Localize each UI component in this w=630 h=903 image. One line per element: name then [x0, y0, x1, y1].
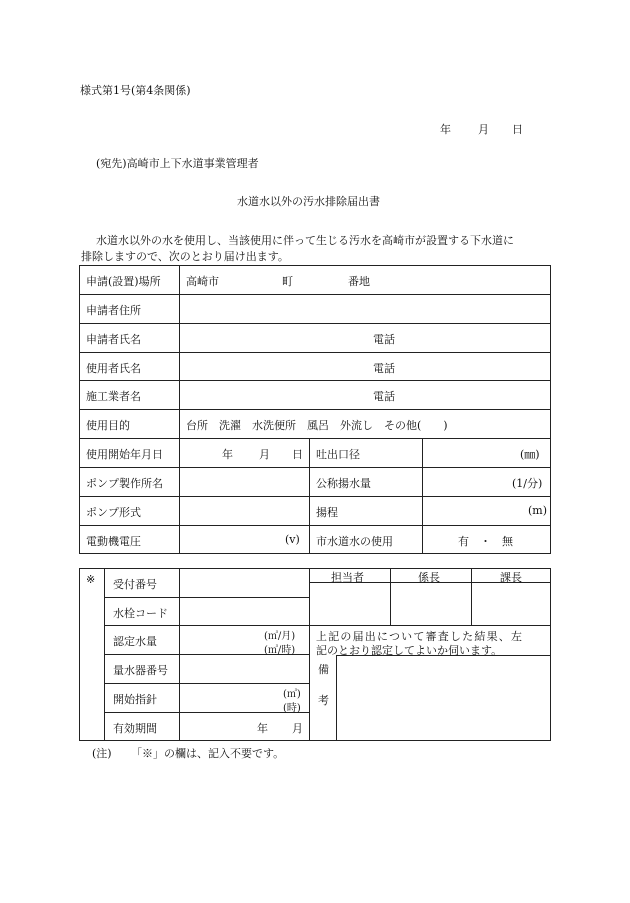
city-water-options: 有 ・ 無: [458, 535, 513, 548]
start-day: 日: [292, 448, 303, 461]
unit-per-month: (㎥/月): [264, 631, 296, 642]
purpose-options: 台所 洗濯 水洗便所 風呂 外流し その他( ): [186, 419, 448, 432]
motor-voltage-unit: (v): [285, 533, 300, 546]
manager-label: 課長: [500, 571, 522, 584]
purpose-label: 使用目的: [86, 419, 130, 432]
location-city: 高崎市: [186, 275, 219, 288]
approved-volume-label: 認定水量: [113, 635, 157, 648]
addressee: (宛先)高崎市上下水道事業管理者: [96, 157, 259, 170]
applicant-address-label: 申請者住所: [86, 304, 141, 317]
office-use-mark: ※: [86, 573, 96, 586]
unit-per-hour: (㎥/時): [264, 645, 296, 656]
valid-period-label: 有効期間: [113, 722, 157, 735]
staff-label: 担当者: [331, 571, 364, 584]
contractor-label: 施工業者名: [86, 390, 141, 403]
valid-month: 月: [292, 722, 303, 735]
head-label: 揚程: [316, 506, 338, 519]
user-phone-label: 電話: [373, 362, 395, 375]
applicant-name-label: 申請者氏名: [86, 333, 141, 346]
valid-year: 年: [257, 722, 268, 735]
start-reading-label: 開始指針: [113, 693, 157, 706]
note-prefix: (注): [92, 747, 112, 760]
start-month: 月: [259, 448, 270, 461]
date-year: 年: [440, 123, 451, 136]
nominal-output-unit: (1/分): [512, 477, 543, 490]
reading-unit-m3: (㎥): [283, 689, 301, 700]
chief-label: 係長: [418, 571, 440, 584]
location-label: 申請(設置)場所: [86, 275, 161, 288]
motor-voltage-label: 電動機電圧: [86, 535, 141, 548]
pump-maker-label: ポンプ製作所名: [86, 477, 163, 490]
applicant-phone-label: 電話: [373, 333, 395, 346]
meter-code-label: 水栓コード: [113, 607, 168, 620]
remarks-label-1: 備: [318, 663, 329, 676]
reading-unit-hour: (時): [283, 703, 301, 714]
receipt-number-label: 受付番号: [113, 578, 157, 591]
date-month: 月: [478, 123, 489, 136]
meter-number-label: 量水器番号: [113, 664, 168, 677]
start-date-label: 使用開始年月日: [86, 448, 163, 461]
city-water-label: 市水道水の使用: [316, 535, 393, 548]
intro-line-1: 水道水以外の水を使用し、当該使用に伴って生じる汚水を高崎市が設置する下水道に: [96, 234, 514, 247]
page-title: 水道水以外の汚水排除届出書: [237, 195, 380, 208]
remarks-label-2: 考: [318, 694, 329, 707]
review-text-line-1: 上記の届出について審査した結果、左: [316, 630, 524, 643]
location-town: 町: [282, 275, 293, 288]
outlet-label: 吐出口径: [316, 448, 360, 461]
form-number: 様式第1号(第4条関係): [80, 84, 191, 97]
head-unit: (m): [528, 504, 548, 517]
nominal-output-label: 公称揚水量: [316, 477, 371, 490]
note-text: 「※」の欄は、記入不要です。: [131, 747, 285, 760]
pump-type-label: ポンプ形式: [86, 506, 141, 519]
location-lot: 番地: [348, 275, 370, 288]
user-name-label: 使用者氏名: [86, 362, 141, 375]
intro-line-2: 排除しますので、次のとおり届け出ます。: [81, 250, 289, 263]
contractor-phone-label: 電話: [373, 390, 395, 403]
review-text-line-2: 記のとおり認定してよいか伺います。: [316, 644, 503, 657]
date-day: 日: [512, 123, 523, 136]
outlet-unit: (㎜): [520, 448, 540, 461]
start-year: 年: [222, 448, 233, 461]
